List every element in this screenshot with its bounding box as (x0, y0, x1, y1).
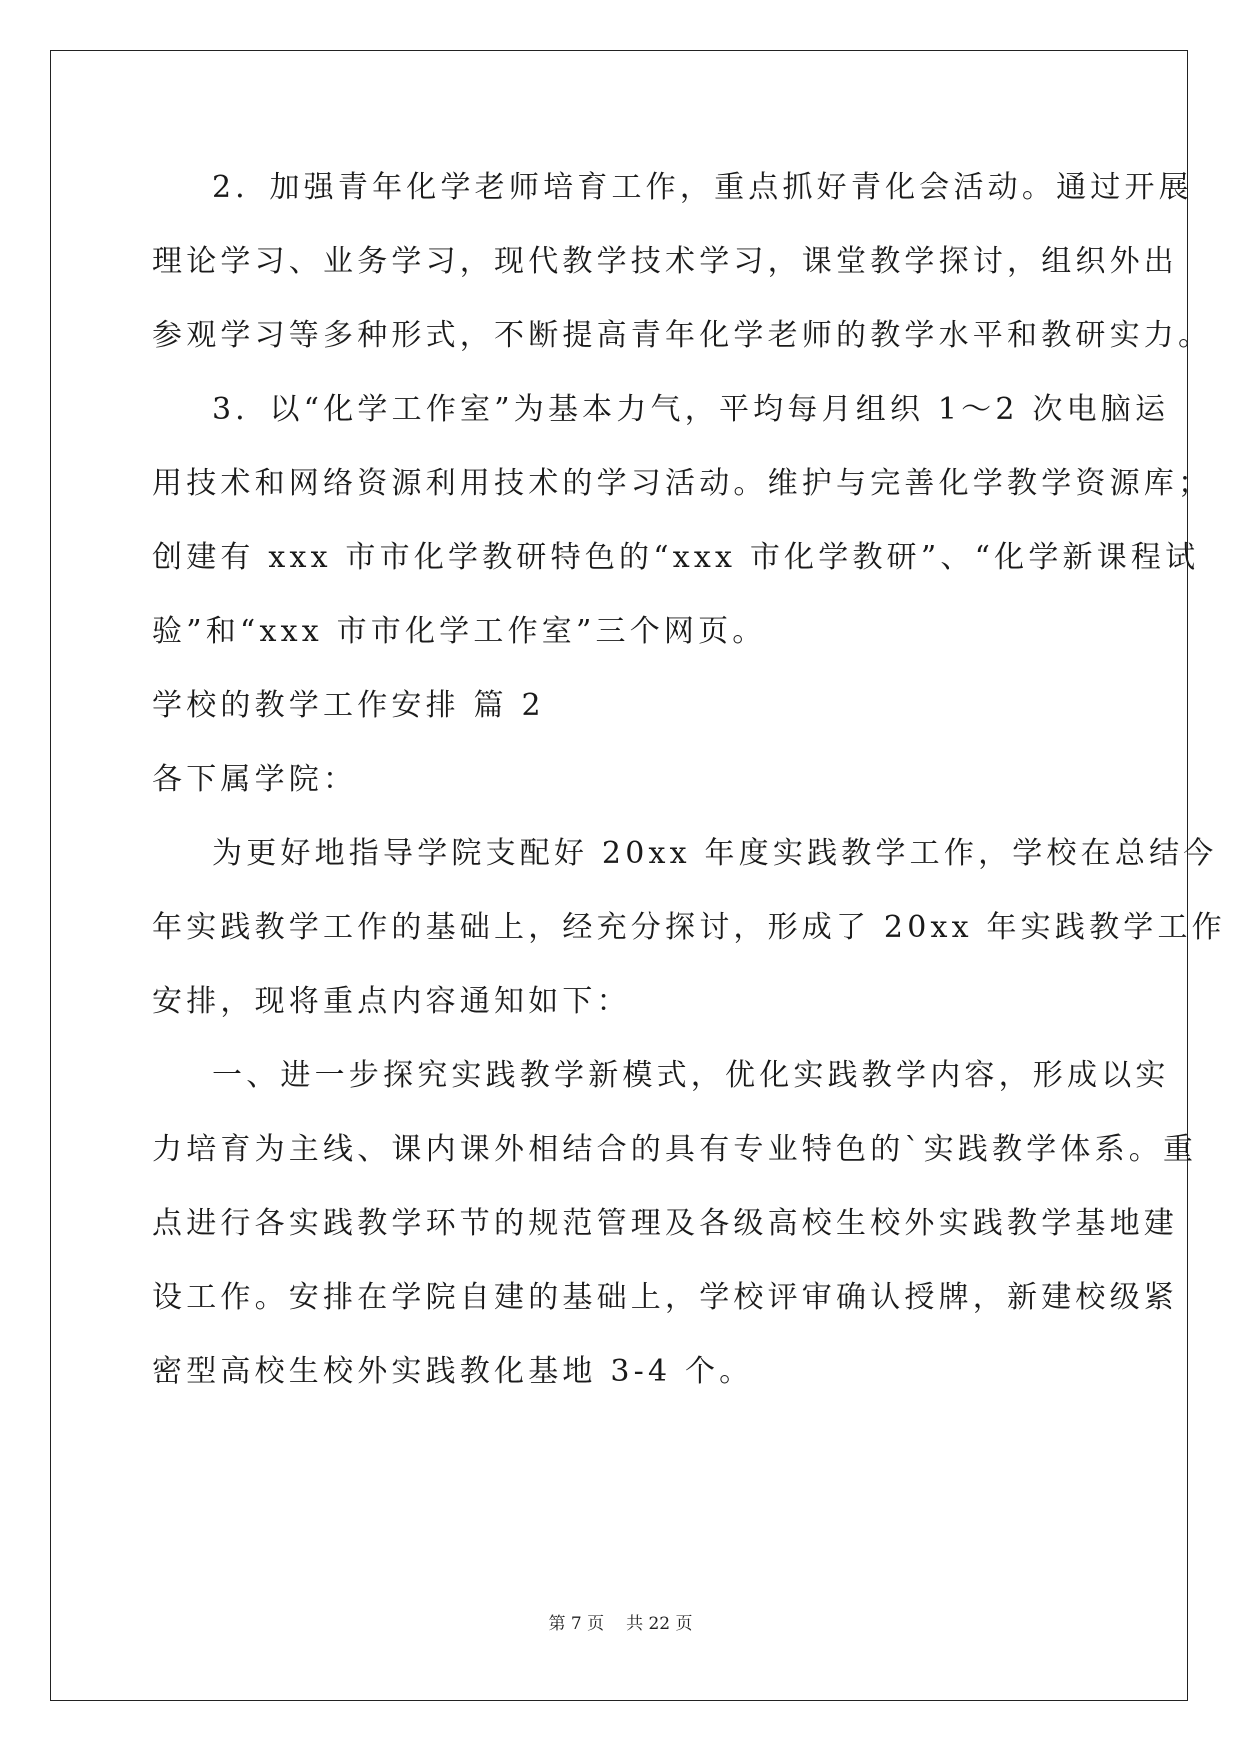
salutation: 各下属学院： (152, 762, 358, 797)
body-line: 创建有 xxx 市市化学教研特色的“xxx 市化学教研”、“化学新课程试 (152, 540, 1200, 575)
section-heading: 学校的教学工作安排 篇 2 (152, 688, 545, 723)
body-line: 2．加强青年化学老师培育工作，重点抓好青化会活动。通过开展 (212, 170, 1193, 205)
body-line: 密型高校生校外实践教化基地 3-4 个。 (152, 1354, 754, 1389)
body-line: 理论学习、业务学习，现代教学技术学习，课堂教学探讨，组织外出 (152, 244, 1178, 279)
body-line: 设工作。安排在学院自建的基础上，学校评审确认授牌，新建校级紧 (152, 1280, 1178, 1315)
body-line: 3．以“化学工作室”为基本力气，平均每月组织 1～2 次电脑运 (212, 392, 1170, 427)
body-line: 力培育为主线、课内课外相结合的具有专业特色的`实践教学体系。重 (152, 1132, 1198, 1167)
body-line: 一、进一步探究实践教学新模式，优化实践教学内容，形成以实 (212, 1058, 1170, 1093)
body-line: 年实践教学工作的基础上，经充分探讨，形成了 20xx 年实践教学工作 (152, 910, 1226, 945)
page-number: 第 7 页 (548, 1614, 605, 1634)
body-line: 用技术和网络资源利用技术的学习活动。维护与完善化学教学资源库； (152, 466, 1213, 501)
page-footer (0, 1612, 1241, 1636)
page-total: 共 22 页 (626, 1614, 693, 1634)
body-line: 为更好地指导学院支配好 20xx 年度实践教学工作，学校在总结今 (212, 836, 1218, 871)
body-line: 安排，现将重点内容通知如下： (152, 984, 631, 1019)
body-line: 参观学习等多种形式，不断提高青年化学老师的教学水平和教研实力。 (152, 318, 1213, 353)
body-line: 点进行各实践教学环节的规范管理及各级高校生校外实践教学基地建 (152, 1206, 1178, 1241)
body-line: 验”和“xxx 市市化学工作室”三个网页。 (152, 614, 767, 649)
page-border (50, 50, 1226, 1701)
